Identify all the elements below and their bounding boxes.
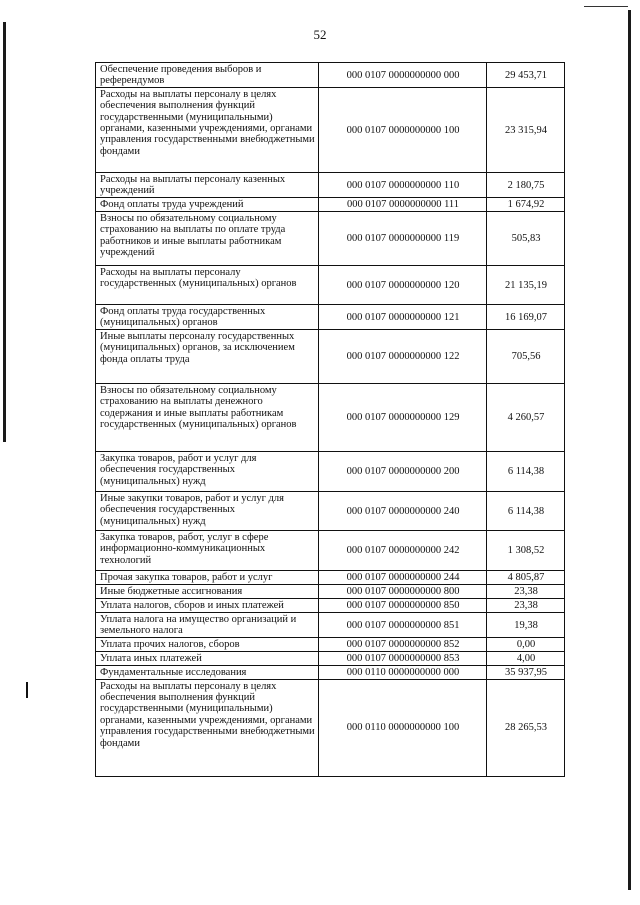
- amount-cell: 505,83: [487, 211, 565, 265]
- budget-table: [95, 62, 565, 777]
- expense-name-cell: Уплата прочих налогов, сборов: [96, 637, 319, 651]
- amount-cell: 1 674,92: [487, 197, 565, 211]
- expense-name-cell: Иные бюджетные ассигнования: [96, 584, 319, 598]
- expense-name-cell: Расходы на выплаты персоналу в целях обеспечения выполнения функций государственными (муниципальными) органами, казенными учреждениями, органами управления государственными внебюджетными фондами: [96, 679, 319, 776]
- budget-code-cell: 000 0107 0000000000 853: [319, 651, 487, 665]
- table-row: [96, 491, 565, 530]
- expense-name-cell: Фонд оплаты труда учреждений: [96, 197, 319, 211]
- table-row: [96, 304, 565, 329]
- expense-name-cell: Прочая закупка товаров, работ и услуг: [96, 570, 319, 584]
- scan-edge-top: [584, 6, 628, 7]
- table-row: [96, 530, 565, 570]
- table-row: [96, 637, 565, 651]
- amount-cell: 23,38: [487, 598, 565, 612]
- budget-code-cell: 000 0107 0000000000 100: [319, 87, 487, 172]
- table-row: [96, 584, 565, 598]
- amount-cell: 16 169,07: [487, 304, 565, 329]
- expense-name-cell: Уплата налога на имущество организаций и земельного налога: [96, 612, 319, 637]
- amount-cell: 705,56: [487, 329, 565, 383]
- budget-code-cell: 000 0107 0000000000 852: [319, 637, 487, 651]
- expense-name-cell: Уплата налогов, сборов и иных платежей: [96, 598, 319, 612]
- scan-edge-right: [628, 10, 631, 890]
- amount-cell: 1 308,52: [487, 530, 565, 570]
- expense-name-cell: Расходы на выплаты персоналу государственных (муниципальных) органов: [96, 265, 319, 304]
- scan-edge-left: [3, 22, 6, 442]
- table-row: [96, 570, 565, 584]
- budget-table-body: [96, 63, 565, 777]
- budget-code-cell: 000 0107 0000000000 850: [319, 598, 487, 612]
- table-row: [96, 451, 565, 491]
- amount-cell: 23,38: [487, 584, 565, 598]
- expense-name-cell: Иные выплаты персоналу государственных (муниципальных) органов, за исключением фонда оплаты труда: [96, 329, 319, 383]
- table-row: [96, 598, 565, 612]
- budget-code-cell: 000 0107 0000000000 800: [319, 584, 487, 598]
- budget-code-cell: 000 0107 0000000000 242: [319, 530, 487, 570]
- budget-code-cell: 000 0107 0000000000 200: [319, 451, 487, 491]
- expense-name-cell: Взносы по обязательному социальному страхованию на выплаты по оплате труда работников и иные выплаты работникам учреждений: [96, 211, 319, 265]
- budget-code-cell: 000 0107 0000000000 120: [319, 265, 487, 304]
- expense-name-cell: Закупка товаров, работ и услуг для обеспечения государственных (муниципальных) нужд: [96, 451, 319, 491]
- table-row: [96, 265, 565, 304]
- table-row: [96, 211, 565, 265]
- amount-cell: 29 453,71: [487, 63, 565, 88]
- amount-cell: 21 135,19: [487, 265, 565, 304]
- amount-cell: 28 265,53: [487, 679, 565, 776]
- amount-cell: 2 180,75: [487, 172, 565, 197]
- expense-name-cell: Фундаментальные исследования: [96, 665, 319, 679]
- amount-cell: 4,00: [487, 651, 565, 665]
- table-row: [96, 63, 565, 88]
- expense-name-cell: Фонд оплаты труда государственных (муниципальных) органов: [96, 304, 319, 329]
- amount-cell: 23 315,94: [487, 87, 565, 172]
- budget-code-cell: 000 0107 0000000000 111: [319, 197, 487, 211]
- amount-cell: 35 937,95: [487, 665, 565, 679]
- budget-code-cell: 000 0107 0000000000 240: [319, 491, 487, 530]
- budget-code-cell: 000 0107 0000000000 121: [319, 304, 487, 329]
- expense-name-cell: Обеспечение проведения выборов и референдумов: [96, 63, 319, 88]
- budget-code-cell: 000 0107 0000000000 129: [319, 383, 487, 451]
- amount-cell: 6 114,38: [487, 491, 565, 530]
- expense-name-cell: Иные закупки товаров, работ и услуг для обеспечения государственных (муниципальных) нужд: [96, 491, 319, 530]
- budget-code-cell: 000 0107 0000000000 851: [319, 612, 487, 637]
- budget-code-cell: 000 0107 0000000000 244: [319, 570, 487, 584]
- scan-mark: [26, 682, 28, 698]
- expense-name-cell: Расходы на выплаты персоналу в целях обеспечения выполнения функций государственными (муниципальными) органами, казенными учреждениями, органами управления государственными внебюджетными фондами: [96, 87, 319, 172]
- budget-code-cell: 000 0110 0000000000 000: [319, 665, 487, 679]
- table-row: [96, 197, 565, 211]
- budget-code-cell: 000 0107 0000000000 110: [319, 172, 487, 197]
- table-row: [96, 329, 565, 383]
- budget-code-cell: 000 0107 0000000000 122: [319, 329, 487, 383]
- expense-name-cell: Взносы по обязательному социальному страхованию на выплаты денежного содержания и иные выплаты работникам государственных (муниципальных) органов: [96, 383, 319, 451]
- amount-cell: 4 260,57: [487, 383, 565, 451]
- budget-code-cell: 000 0110 0000000000 100: [319, 679, 487, 776]
- expense-name-cell: Закупка товаров, работ, услуг в сфере информационно-коммуникационных технологий: [96, 530, 319, 570]
- table-row: [96, 679, 565, 776]
- table-row: [96, 383, 565, 451]
- page-number: 52: [313, 27, 327, 42]
- amount-cell: 6 114,38: [487, 451, 565, 491]
- expense-name-cell: Уплата иных платежей: [96, 651, 319, 665]
- amount-cell: 19,38: [487, 612, 565, 637]
- expense-name-cell: Расходы на выплаты персоналу казенных учреждений: [96, 172, 319, 197]
- table-row: [96, 665, 565, 679]
- table-row: [96, 612, 565, 637]
- budget-code-cell: 000 0107 0000000000 000: [319, 63, 487, 88]
- amount-cell: 4 805,87: [487, 570, 565, 584]
- table-row: [96, 87, 565, 172]
- table-row: [96, 651, 565, 665]
- budget-code-cell: 000 0107 0000000000 119: [319, 211, 487, 265]
- table-row: [96, 172, 565, 197]
- amount-cell: 0,00: [487, 637, 565, 651]
